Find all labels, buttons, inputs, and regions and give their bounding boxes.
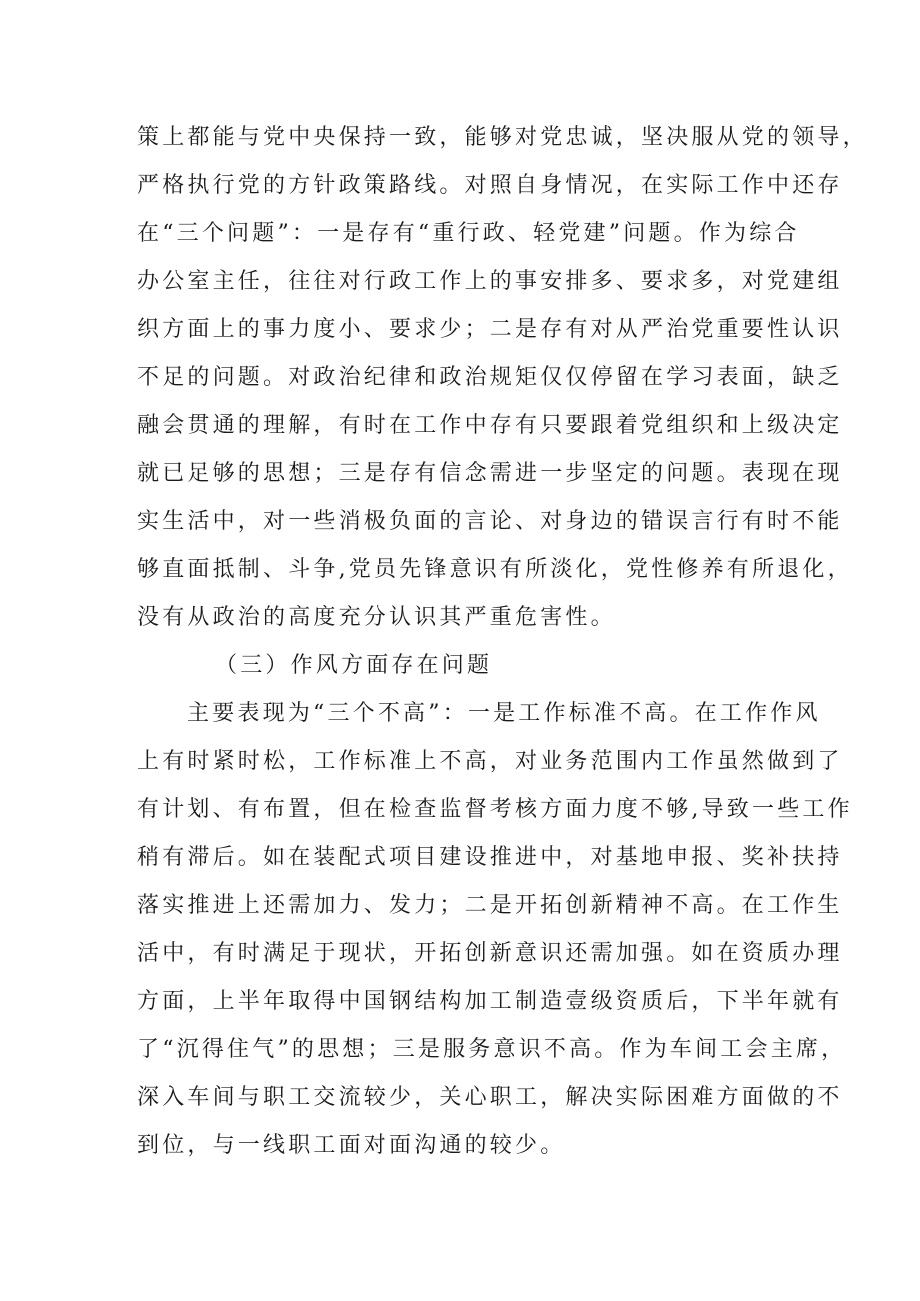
text-line: 活中，有时满足于现状，开拓创新意识还需加强。如在资质办理 bbox=[137, 941, 843, 966]
text-line: 方面，上半年取得中国钢结构加工制造壹级资质后，下半年就有 bbox=[137, 989, 843, 1014]
text-line: 主要表现为“三个不高”：一是工作标准不高。在工作作风 bbox=[187, 701, 821, 726]
text-line: 了“沉得住气”的思想；三是服务意识不高。作为车间工会主席， bbox=[137, 1037, 847, 1062]
text-line: 织方面上的事力度小、要求少；二是存有对从严治党重要性认识 bbox=[137, 317, 843, 342]
text-line: 深入车间与职工交流较少，关心职工，解决实际困难方面做的不 bbox=[137, 1085, 843, 1110]
text-line: 就已足够的思想；三是存有信念需进一步坚定的问题。表现在现 bbox=[137, 461, 843, 486]
text-line: 有计划、有布置，但在检查监督考核方面力度不够,导致一些工作 bbox=[137, 797, 853, 822]
text-line: 到位，与一线职工面对面沟通的较少。 bbox=[137, 1133, 566, 1158]
paragraph-work-style bbox=[137, 690, 853, 1170]
text-line: 实生活中，对一些消极负面的言论、对身边的错误言行有时不能 bbox=[137, 509, 843, 534]
text-line: 够直面抵制、斗争,党员先锋意识有所淡化，党性修养有所退化， bbox=[137, 557, 853, 582]
text-line: 严格执行党的方针政策路线。对照自身情况，在实际工作中还存 bbox=[137, 173, 843, 198]
text-line: 落实推进上还需加力、发力；二是开拓创新精神不高。在工作生 bbox=[137, 893, 843, 918]
text-line: 没有从政治的高度充分认识其严重危害性。 bbox=[137, 605, 616, 630]
text-line: 策上都能与党中央保持一致，能够对党忠诚，坚决服从党的领导， bbox=[137, 125, 868, 150]
section-heading: （三）作风方面存在问题 bbox=[215, 653, 493, 678]
text-line: 上有时紧时松，工作标准上不高，对业务范围内工作虽然做到了 bbox=[137, 749, 843, 774]
text-line: 在“三个问题”：一是存有“重行政、轻党建”问题。作为综合 bbox=[137, 221, 800, 246]
text-line: 稍有滞后。如在装配式项目建设推进中，对基地申报、奖补扶持 bbox=[137, 845, 843, 870]
paragraph-party-discipline bbox=[137, 114, 868, 642]
text-line: 办公室主任，往往对行政工作上的事安排多、要求多，对党建组 bbox=[137, 269, 843, 294]
text-line: 融会贯通的理解，有时在工作中存有只要跟着党组织和上级决定 bbox=[137, 413, 843, 438]
text-line: 不足的问题。对政治纪律和政治规矩仅仅停留在学习表面，缺乏 bbox=[137, 365, 843, 390]
document-body bbox=[137, 114, 868, 1170]
